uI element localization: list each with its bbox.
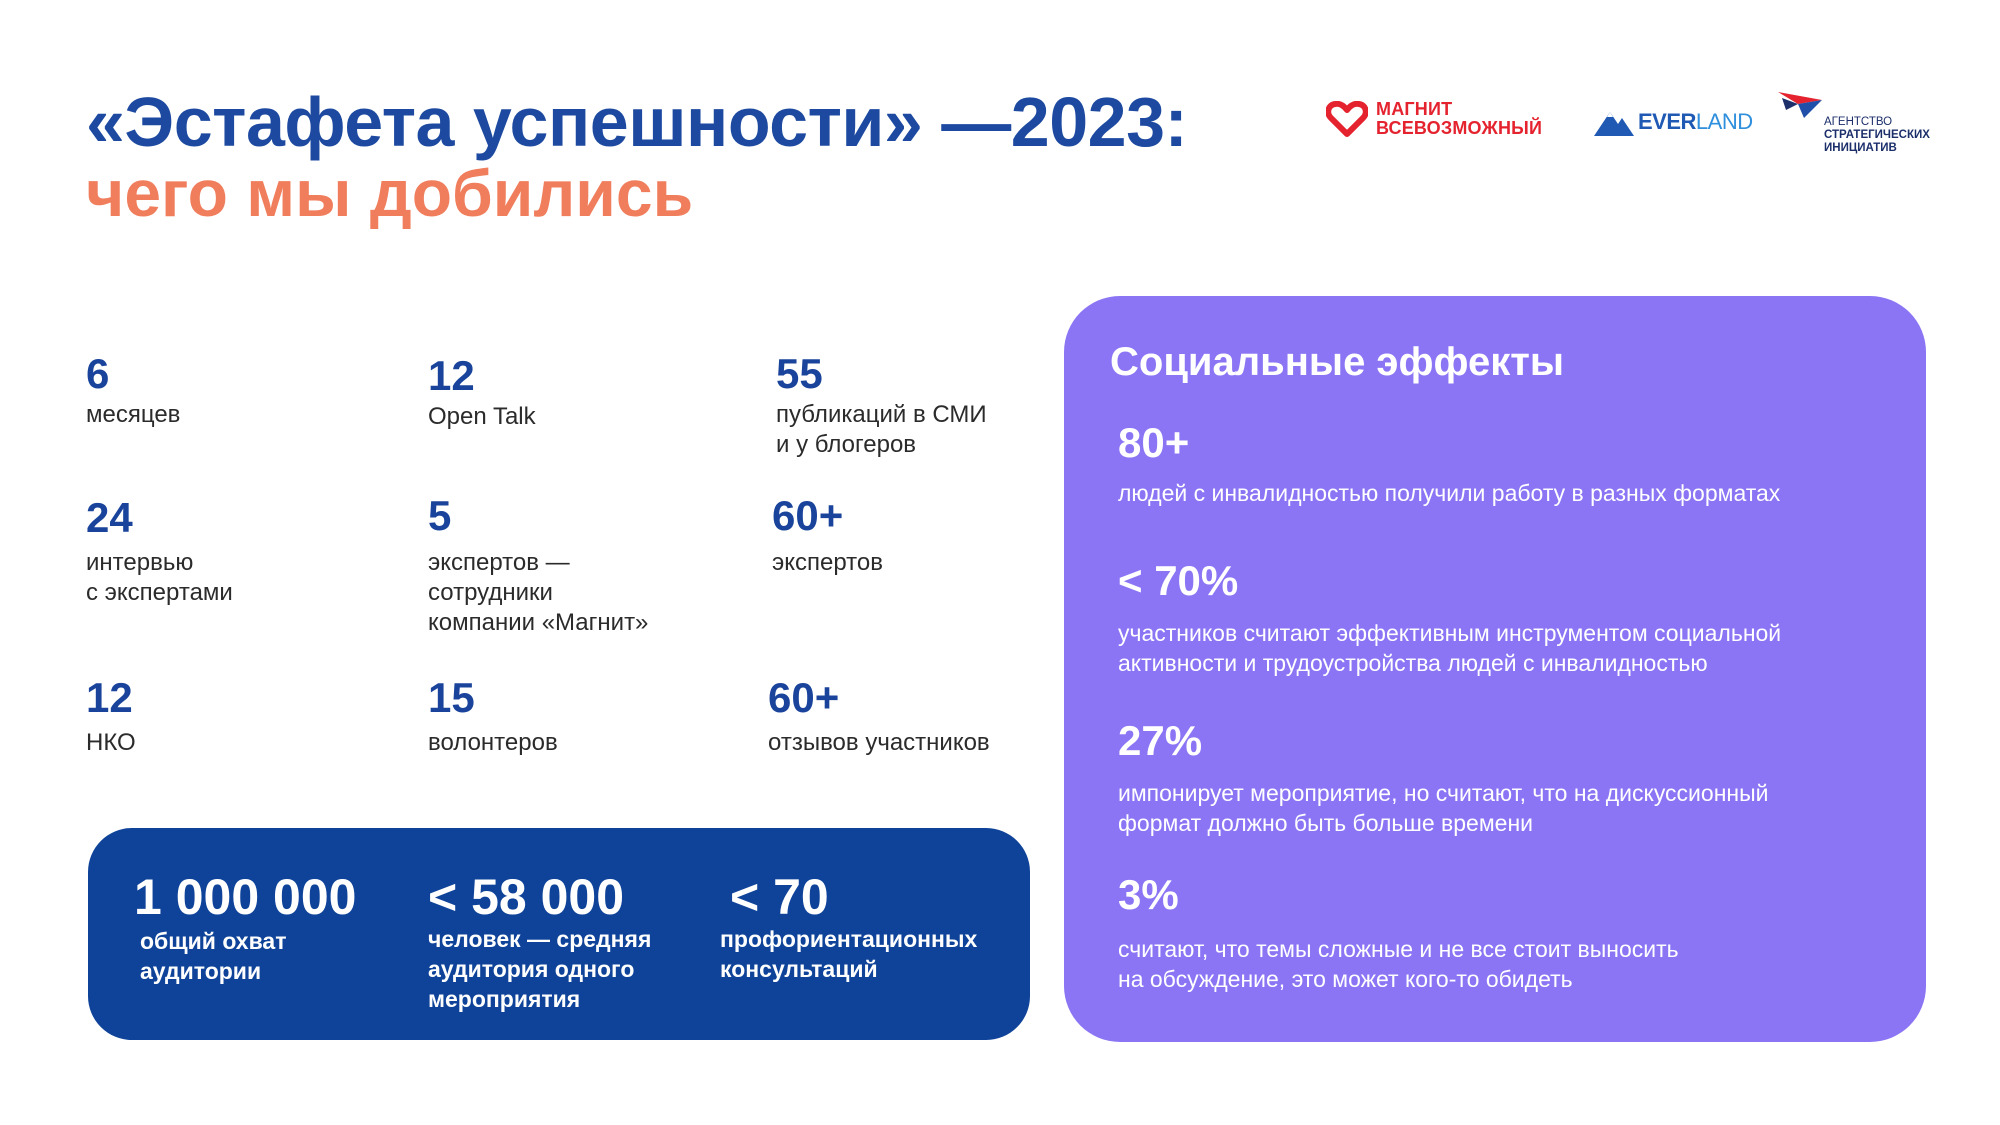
asi-logo [1776, 88, 1956, 158]
heart-icon [1326, 101, 1368, 137]
magnit-logo-line2: ВСЕВОЗМОЖНЫЙ [1376, 118, 1543, 138]
asi-logo-text [1824, 116, 1930, 155]
stat-label: отзывов участников [768, 729, 990, 756]
stat-label: и у блогеров [776, 431, 917, 458]
stat-label: НКО [86, 729, 136, 756]
asi-arrow-icon [1776, 88, 1824, 128]
effect-value: 27% [1118, 717, 1203, 764]
stat-value: 5 [428, 492, 452, 539]
effect-item [1118, 872, 1679, 994]
reach-label: общий охват [140, 928, 287, 954]
stat-value: 12 [86, 674, 133, 721]
stat-label: экспертов [772, 549, 883, 576]
effect-label: формат должно быть больше времени [1118, 810, 1533, 836]
everland-logo-text [1638, 109, 1753, 135]
stat-value: 55 [776, 350, 823, 397]
reach-label: профориентационных [720, 926, 978, 952]
stat-item [86, 676, 136, 758]
stat-item [768, 676, 990, 758]
stat-label: публикаций в СМИ [776, 401, 987, 428]
effect-label: людей с инвалидностью получили работу в разных форматах [1118, 480, 1781, 506]
stat-label: сотрудники [428, 579, 553, 606]
effect-label: импонирует мероприятие, но считают, что на дискуссионный [1118, 780, 1769, 806]
stat-item [428, 354, 536, 432]
reach-item [720, 870, 977, 984]
page-subtitle: чего мы добились [86, 156, 694, 230]
stat-value: 60+ [768, 674, 840, 721]
effect-label: участников считают эффективным инструментом социальной [1118, 620, 1782, 646]
mountain-icon [1594, 108, 1634, 136]
asi-logo-line3: ИНИЦИАТИВ [1824, 142, 1897, 154]
effect-value: 80+ [1118, 419, 1190, 466]
reach-item [428, 870, 651, 1014]
effect-item [1118, 558, 1781, 678]
stat-item [86, 496, 233, 608]
asi-logo-line2: СТРАТЕГИЧЕСКИХ [1824, 129, 1930, 141]
stat-item [86, 352, 180, 430]
reach-value: < 70 [730, 869, 829, 925]
stat-label: Open Talk [428, 403, 536, 430]
stat-label: интервью [86, 549, 194, 576]
stat-item [776, 352, 987, 460]
everland-logo [1594, 108, 1753, 136]
magnit-logo-line1: МАГНИТ [1376, 99, 1453, 119]
stat-label: с экспертами [86, 579, 233, 606]
stat-value: 15 [428, 674, 475, 721]
stat-value: 6 [86, 350, 110, 397]
reach-value: 1 000 000 [134, 869, 357, 925]
stat-label: волонтеров [428, 729, 558, 756]
page-title: «Эстафета успешности» —2023: [86, 83, 1188, 161]
stat-item [428, 676, 558, 758]
effect-label: считают, что темы сложные и не все стоит выносить [1118, 936, 1679, 962]
effect-label: на обсуждение, это может кого-то обидеть [1118, 966, 1573, 992]
asi-logo-line1: АГЕНТСТВО [1824, 116, 1893, 128]
reach-label: консультаций [720, 956, 878, 982]
stat-item [428, 494, 648, 638]
stat-label: месяцев [86, 401, 181, 428]
social-effects-panel [1064, 296, 1926, 1042]
reach-value: < 58 000 [428, 869, 625, 925]
reach-panel [88, 828, 1030, 1040]
social-effects-title: Социальные эффекты [1110, 340, 1565, 384]
effect-label: активности и трудоустройства людей с инвалидностью [1118, 650, 1708, 676]
effect-item [1118, 718, 1768, 838]
reach-item [134, 870, 356, 986]
stat-label: экспертов — [428, 549, 570, 576]
reach-label: аудитории [140, 958, 262, 984]
stat-item [772, 494, 883, 578]
stat-value: 12 [428, 352, 475, 399]
stat-value: 60+ [772, 492, 844, 539]
stat-label: компании «Магнит» [428, 609, 649, 636]
effect-value: < 70% [1118, 557, 1239, 604]
reach-label: мероприятия [428, 986, 581, 1012]
effect-item [1118, 420, 1780, 508]
magnit-logo [1326, 100, 1542, 138]
everland-logo-part1: EVER [1638, 109, 1696, 134]
reach-label: аудитория одного [428, 956, 635, 982]
magnit-logo-text [1376, 100, 1542, 138]
effect-value: 3% [1118, 871, 1179, 918]
stat-value: 24 [86, 494, 133, 541]
everland-logo-part2: LAND [1695, 109, 1753, 134]
reach-label: человек — средняя [428, 926, 652, 952]
